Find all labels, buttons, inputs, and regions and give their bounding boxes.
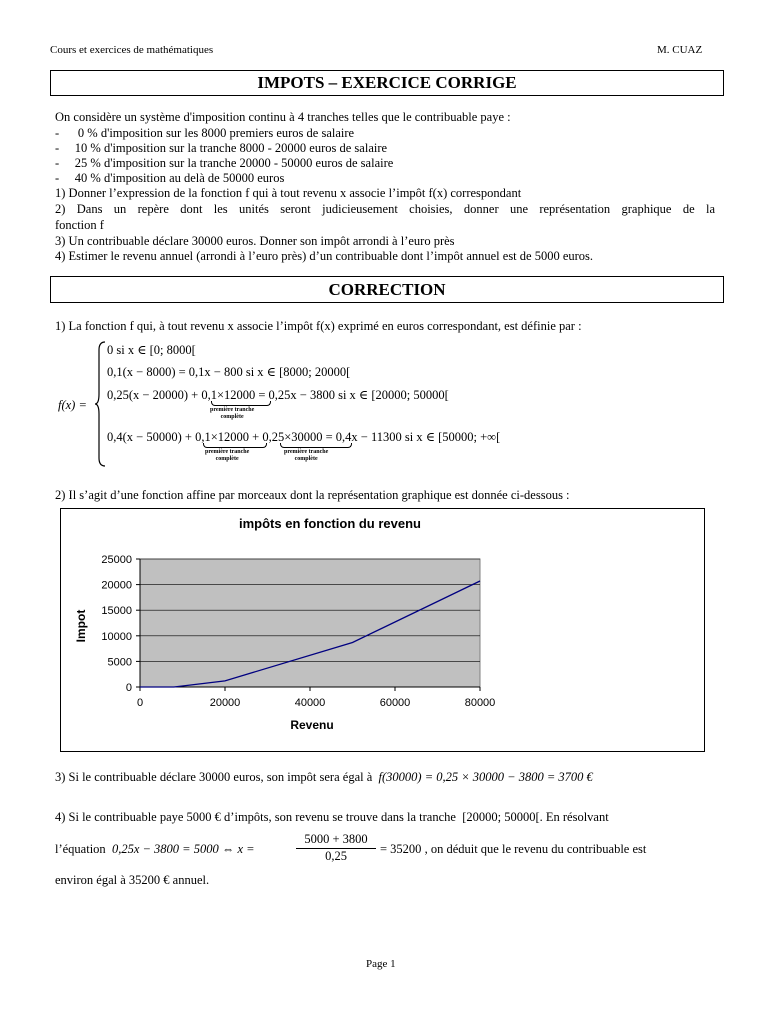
y-tick-label: 25000 bbox=[101, 554, 132, 566]
correction-4-line3: environ égal à 35200 € annuel. bbox=[55, 873, 210, 887]
question-2-line2: fonction f bbox=[55, 218, 104, 232]
plot-area bbox=[140, 559, 480, 687]
fraction: 5000 + 3800 0,25 bbox=[296, 832, 376, 864]
page-number: Page 1 bbox=[366, 958, 396, 970]
underbrace bbox=[280, 443, 352, 448]
statement-intro: On considère un système d'imposition continu à 4 tranches telles que le contribuable paye : bbox=[55, 110, 511, 124]
tranche-item: - 10 % d'imposition sur la tranche 8000 - 20000 euros de salaire bbox=[55, 141, 388, 155]
y-tick-label: 10000 bbox=[101, 630, 132, 643]
correction-4-result: = 35200 , on déduit que le revenu du contribuable est bbox=[380, 842, 647, 856]
chart bbox=[60, 508, 705, 752]
question-1: 1) Donner l’expression de la fonction f qui à tout revenu x associe l’impôt f(x) correspondant bbox=[55, 186, 522, 200]
header-left: Cours et exercices de mathématiques bbox=[50, 44, 214, 56]
brace-note: première tranche complète bbox=[205, 449, 250, 462]
underbrace bbox=[211, 401, 271, 406]
x-axis-label: Revenu bbox=[290, 718, 334, 732]
question-3: 3) Un contribuable déclare 30000 euros. Donner son impôt arrondi à l’euro près bbox=[55, 234, 455, 248]
x-tick-label: 60000 bbox=[379, 697, 411, 709]
x-tick-label: 40000 bbox=[294, 697, 326, 709]
tranche-item: - 25 % d'imposition sur la tranche 20000 - 50000 euros de salaire bbox=[55, 156, 394, 170]
brace-note: première tranche complète bbox=[210, 407, 255, 420]
correction-3: 3) Si le contribuable déclare 30000 euros, son impôt sera égal à f(30000) = 0,25 × 30000 − 3800 = 3700 € bbox=[55, 770, 593, 784]
page-title: IMPOTS – EXERCICE CORRIGE bbox=[50, 70, 724, 96]
case-2: 0,1(x − 8000) = 0,1x − 800 si x ∈ [8000; 20000[ bbox=[107, 365, 351, 379]
y-tick-label: 20000 bbox=[101, 579, 132, 592]
correction-4-line2: l’équation 0,25x − 3800 = 5000 ⇔ x = bbox=[55, 842, 255, 856]
question-4: 4) Estimer le revenu annuel (arrondi à l’euro près) d’un contribuable dont l’impôt annuel est de 5000 euros. bbox=[55, 249, 594, 263]
question-2-line1: 2) Dans un repère dont les unités seront judicieusement choisies, donner une représentation graphique de la bbox=[55, 202, 715, 216]
y-tick-label: 0 bbox=[125, 682, 132, 694]
case-4: 0,4(x − 50000) + 0,1×12000 + 0,25×30000 = 0,4x − 11300 si x ∈ [50000; +∞[ bbox=[107, 430, 501, 444]
correction-1: 1) La fonction f qui, à tout revenu x associe l’impôt f(x) exprimé en euros correspondant, est définie par : bbox=[55, 319, 582, 333]
tranche-item: - 40 % d'imposition au delà de 50000 euros bbox=[55, 171, 285, 185]
case-1: 0 si x ∈ [0; 8000[ bbox=[107, 343, 196, 357]
header-right: M. CUAZ bbox=[657, 44, 703, 56]
correction-2: 2) Il s’agit d’une fonction affine par morceaux dont la représentation graphique est donnée ci-dessous : bbox=[55, 488, 570, 502]
y-axis-label: Impot bbox=[74, 609, 88, 643]
brace-note: première tranche complète bbox=[284, 449, 329, 462]
x-tick-label: 20000 bbox=[209, 697, 241, 709]
correction-4-line1: 4) Si le contribuable paye 5000 € d’impôts, son revenu se trouve dans la tranche [20000; 50000[. En résolvant bbox=[55, 810, 609, 824]
case-3: 0,25(x − 20000) + 0,1×12000 = 0,25x − 3800 si x ∈ [20000; 50000[ bbox=[107, 388, 449, 402]
y-tick-label: 15000 bbox=[101, 605, 132, 618]
x-tick-label: 80000 bbox=[464, 697, 496, 709]
y-tick-label: 5000 bbox=[107, 656, 132, 669]
correction-title: CORRECTION bbox=[50, 276, 724, 303]
x-tick-label: 0 bbox=[136, 697, 144, 709]
tranche-item: - 0 % d'imposition sur les 8000 premiers euros de salaire bbox=[55, 126, 355, 140]
left-brace bbox=[93, 340, 107, 468]
chart-title: impôts en fonction du revenu bbox=[238, 516, 422, 531]
underbrace bbox=[203, 443, 267, 448]
fx-label: f(x) = bbox=[58, 398, 87, 412]
